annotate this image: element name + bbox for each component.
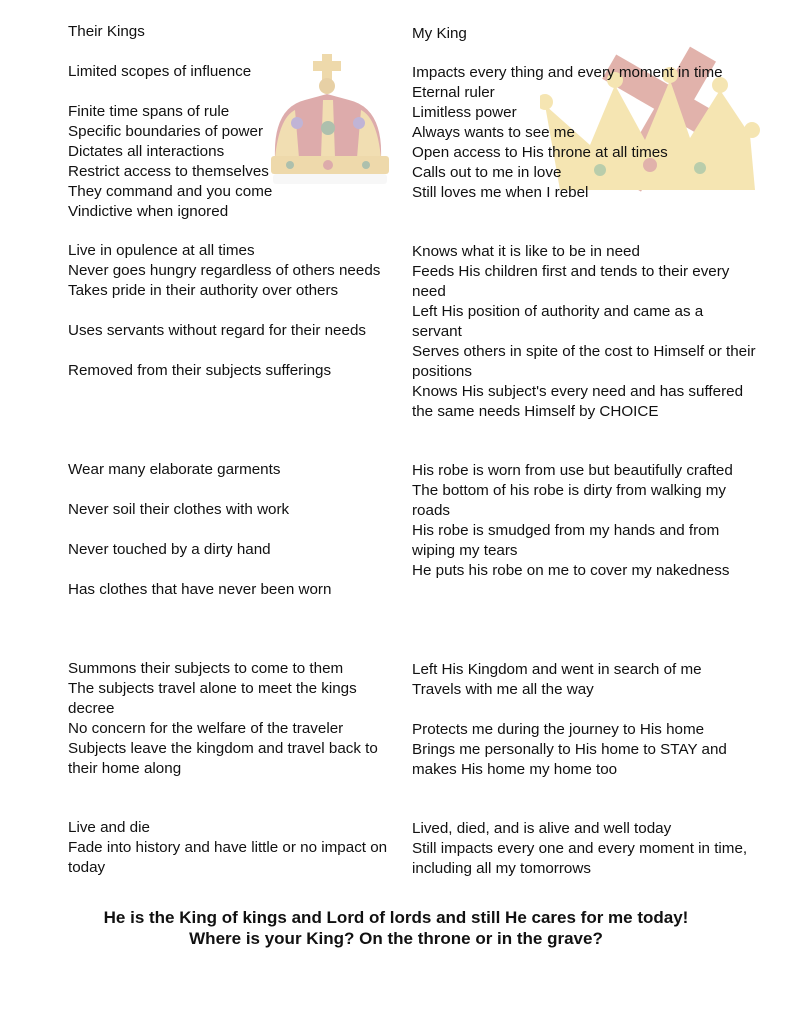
text-line: Still impacts every one and every moment in time, including all my tomorrows [412, 840, 748, 877]
comparison-section [68, 62, 394, 222]
text-line: His robe is worn from use but beautifully crafted [412, 462, 733, 479]
comparison-section [412, 242, 757, 422]
text-line: Brings me personally to His home to STAY and makes His home my home too [412, 741, 727, 778]
text-line: Summons their subjects to come to them [68, 660, 344, 677]
column-header: My King [412, 25, 467, 42]
text-line: Lived, died, and is alive and well today [412, 820, 672, 837]
column-header: Their Kings [68, 23, 145, 40]
text-line: Never goes hungry regardless of others needs [68, 262, 381, 279]
text-line: Travels with me all the way [412, 681, 594, 698]
text-line: They command and you come [68, 183, 273, 200]
comparison-section [68, 659, 394, 779]
text-line: Eternal ruler [412, 84, 495, 101]
text-line: Always wants to see me [412, 124, 575, 141]
text-line: Impacts every thing and every moment in time [412, 64, 723, 81]
text-line: Fade into history and have little or no impact on today [68, 839, 388, 876]
text-line: Left His Kingdom and went in search of me [412, 661, 702, 678]
closing-statement [90, 907, 702, 949]
comparison-section [412, 461, 757, 581]
text-line: Restrict access to themselves [68, 163, 269, 180]
comparison-section [68, 818, 394, 878]
comparison-section [68, 241, 394, 381]
text-line: Open access to His throne at all times [412, 144, 668, 161]
text-line: Takes pride in their authority over others [68, 282, 339, 299]
text-line: Never soil their clothes with work [68, 501, 290, 518]
text-line: Never touched by a dirty hand [68, 541, 271, 558]
text-line: Live and die [68, 819, 150, 836]
text-line: Left His position of authority and came as a servant [412, 303, 704, 340]
text-line: Feeds His children first and tends to their every need [412, 263, 730, 300]
text-line: The subjects travel alone to meet the kings decree [68, 680, 357, 717]
text-line: Limited scopes of influence [68, 63, 252, 80]
text-line: Serves others in spite of the cost to Himself or their positions [412, 343, 756, 380]
text-line: Subjects leave the kingdom and travel back to their home along [68, 740, 378, 777]
text-line: Still loves me when I rebel [412, 184, 589, 201]
comparison-section [412, 819, 757, 879]
text-line: Wear many elaborate garments [68, 461, 281, 478]
text-line: The bottom of his robe is dirty from walking my roads [412, 482, 726, 519]
closing-question: Where is your King? On the throne or in the grave? [189, 929, 603, 948]
text-line: His robe is smudged from my hands and from wiping my tears [412, 522, 720, 559]
text-line: Uses servants without regard for their needs [68, 322, 366, 339]
text-line: Protects me during the journey to His home [412, 721, 705, 738]
text-line: No concern for the welfare of the traveler [68, 720, 344, 737]
text-line: He puts his robe on me to cover my nakedness [412, 562, 730, 579]
text-line: Knows what it is like to be in need [412, 243, 640, 260]
text-line: Finite time spans of rule [68, 103, 230, 120]
text-line: Live in opulence at all times [68, 242, 255, 259]
text-line: Removed from their subjects sufferings [68, 362, 332, 379]
comparison-section [68, 460, 394, 600]
text-line: Has clothes that have never been worn [68, 581, 332, 598]
text-line: Dictates all interactions [68, 143, 225, 160]
text-line: Limitless power [412, 104, 517, 121]
comparison-section [412, 63, 757, 203]
text-line: Vindictive when ignored [68, 203, 229, 220]
text-line: Specific boundaries of power [68, 123, 264, 140]
closing-line: He is the King of kings and Lord of lords and still He cares for me today! [103, 908, 689, 927]
text-line: Calls out to me in love [412, 164, 562, 181]
comparison-section [412, 660, 757, 780]
text-line: Knows His subject's every need and has suffered the same needs Himself by CHOICE [412, 383, 744, 420]
